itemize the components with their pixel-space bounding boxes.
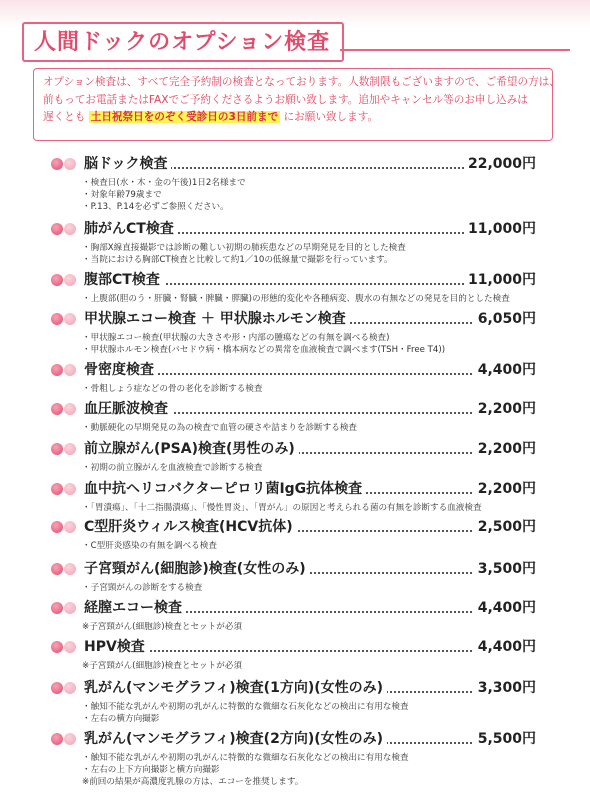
item-notes	[82, 422, 552, 434]
item-note: ※子宮頸がん(細胞診)検査とセットが必須	[82, 661, 243, 671]
item-name: 乳がん(マンモグラフィ)検査(2方向)(女性のみ)	[84, 728, 387, 750]
pink-dots-icon	[51, 733, 77, 745]
item-notes	[82, 660, 552, 672]
notice-line-3-prefix: 遅くとも	[43, 111, 86, 123]
pink-dots-icon	[51, 443, 77, 455]
item-note: ・触知不能な乳がんや初期の乳がんに特徴的な微細な石灰化などの検出に有用な検査	[82, 753, 409, 763]
dotted-leader	[150, 412, 520, 414]
item-price: 3,300円	[474, 677, 536, 699]
notice-line-3-suffix: にお願い致します。	[283, 111, 379, 123]
pink-dots-icon	[51, 682, 77, 694]
item-name: 子宮頸がん(細胞診)検査(女性のみ)	[84, 558, 310, 580]
item-note: ・左右の上下方向撮影と横方向撮影	[82, 765, 220, 775]
item-notes	[82, 701, 552, 725]
item-price: 4,400円	[474, 597, 536, 619]
item-price: 2,500円	[474, 516, 536, 538]
item-note: ・上腹部(胆のう・肝臓・腎臓・脾臓・膵臓)の形態的変化や各種病変、腹水の有無などの発見を目的とした検査	[82, 294, 510, 304]
pink-dots-icon	[51, 483, 77, 495]
item-notes	[82, 293, 552, 305]
item-note: ・子宮頸がんの診断をする検査	[82, 583, 203, 593]
item-price: 4,400円	[474, 359, 536, 381]
item-note: ・胸部X線直接撮影では診断の難しい初期の肺疾患などの早期発見を目的とした検査	[82, 243, 406, 253]
item-price: 2,200円	[474, 478, 536, 500]
item-name: 経膣エコー検査	[84, 597, 186, 619]
pink-dots-icon	[51, 313, 77, 325]
pink-dots-icon	[51, 403, 77, 415]
pink-dots-icon	[51, 563, 77, 575]
item-note: ・C型肝炎感染の有無を調べる検査	[82, 541, 217, 551]
dotted-leader	[150, 373, 520, 375]
item-note: ・甲状腺エコー検査(甲状腺の大きさや形・内部の腫瘍などの有無を調べる検査)	[82, 333, 390, 343]
item-price: 6,050円	[474, 308, 536, 330]
pink-dots-icon	[51, 223, 77, 235]
item-note: ・当院における胸部CT検査と比較して約1／10の低線量で撮影を行っています。	[82, 255, 393, 265]
item-price: 5,500円	[474, 728, 536, 750]
item-name: 腹部CT検査	[84, 269, 164, 291]
item-name: 血圧脈波検査	[84, 398, 172, 420]
item-notes	[82, 621, 552, 633]
notice-line-3	[43, 109, 543, 127]
item-price: 2,200円	[474, 398, 536, 420]
item-note: ※子宮頸がん(細胞診)検査とセットが必須	[82, 622, 243, 632]
item-price: 3,500円	[474, 558, 536, 580]
item-notes	[82, 332, 552, 356]
item-note: ・骨粗しょう症などの骨の老化を診断する検査	[82, 384, 263, 394]
item-note: ・検査日(水・木・金の午後)1日2名様まで	[82, 178, 246, 188]
item-note: ・左右の横方向撮影	[82, 714, 160, 724]
pink-dots-icon	[51, 602, 77, 614]
item-note: ・P.13、P.14を必ずご参照ください。	[82, 202, 229, 212]
notice-line-1: オプション検査は、すべて完全予約制の検査となっております。人数制限もございますので、ご希望の方は、	[43, 76, 560, 88]
item-note: ※前回の結果が高濃度乳腺の方は、エコーを推奨します。	[82, 777, 304, 787]
dotted-leader	[150, 611, 520, 613]
item-name: 血中抗ヘリコバクターピロリ菌IgG抗体検査	[84, 478, 366, 500]
item-note: ・甲状腺ホルモン検査(バセドウ病・橋本病などの異常を血液検査で調べます(TSH・Free T4))	[82, 345, 446, 355]
item-name: 肺がんCT検査	[84, 218, 178, 240]
item-price: 11,000円	[464, 218, 536, 240]
title-banner	[22, 22, 570, 60]
item-price: 11,000円	[464, 269, 536, 291]
item-name: 骨密度検査	[84, 359, 158, 381]
item-notes	[82, 177, 552, 213]
item-name: C型肝炎ウィルス検査(HCV抗体)	[84, 516, 297, 538]
item-note: ・「胃潰瘍」、「十二指腸潰瘍」、「慢性胃炎」、「胃がん」の原因と考えられる菌の有無を診断する血液検査	[82, 503, 482, 513]
item-name: 脳ドック検査	[84, 153, 171, 175]
item-notes	[82, 582, 552, 594]
item-notes	[82, 462, 552, 474]
item-note: ・触知不能な乳がんや初期の乳がんに特徴的な微細な石灰化などの検出に有用な検査	[82, 702, 409, 712]
reservation-notice	[33, 68, 560, 141]
item-note: ・対象年齢79歳まで	[82, 190, 162, 200]
dotted-leader	[150, 650, 520, 652]
item-notes	[82, 540, 552, 552]
notice-line-2: 前もってお電話またはFAXでご予約くださるようお願い致します。追加やキャンセル等のお申し込みは	[43, 93, 528, 106]
item-note: ・動脈硬化の早期発見の為の検査で血管の硬さや詰まりを診断する検査	[82, 423, 358, 433]
pink-dots-icon	[51, 364, 77, 376]
pink-dots-icon	[51, 158, 77, 170]
item-price: 2,200円	[474, 438, 536, 460]
item-notes	[82, 242, 552, 266]
item-name: HPV検査	[84, 636, 149, 658]
item-note: ・初期の前立腺がんを血液検査で診断する検査	[82, 463, 263, 473]
pink-dots-icon	[51, 521, 77, 533]
pink-dots-icon	[51, 641, 77, 653]
page-title: 人間ドックのオプション検査	[34, 30, 331, 55]
item-notes	[82, 383, 552, 395]
item-price: 4,400円	[474, 636, 536, 658]
pink-dots-icon	[51, 274, 77, 286]
title-underline	[340, 49, 570, 51]
item-price: 22,000円	[464, 153, 536, 175]
item-notes	[82, 752, 552, 788]
item-name: 甲状腺エコー検査 ＋ 甲状腺ホルモン検査	[84, 308, 350, 330]
notice-deadline-highlight: 土日祝祭日をのぞく受診日の3日前まで	[90, 111, 279, 123]
item-notes	[82, 502, 552, 514]
item-name: 前立腺がん(PSA)検査(男性のみ)	[84, 438, 299, 460]
item-name: 乳がん(マンモグラフィ)検査(1方向)(女性のみ)	[84, 677, 387, 699]
